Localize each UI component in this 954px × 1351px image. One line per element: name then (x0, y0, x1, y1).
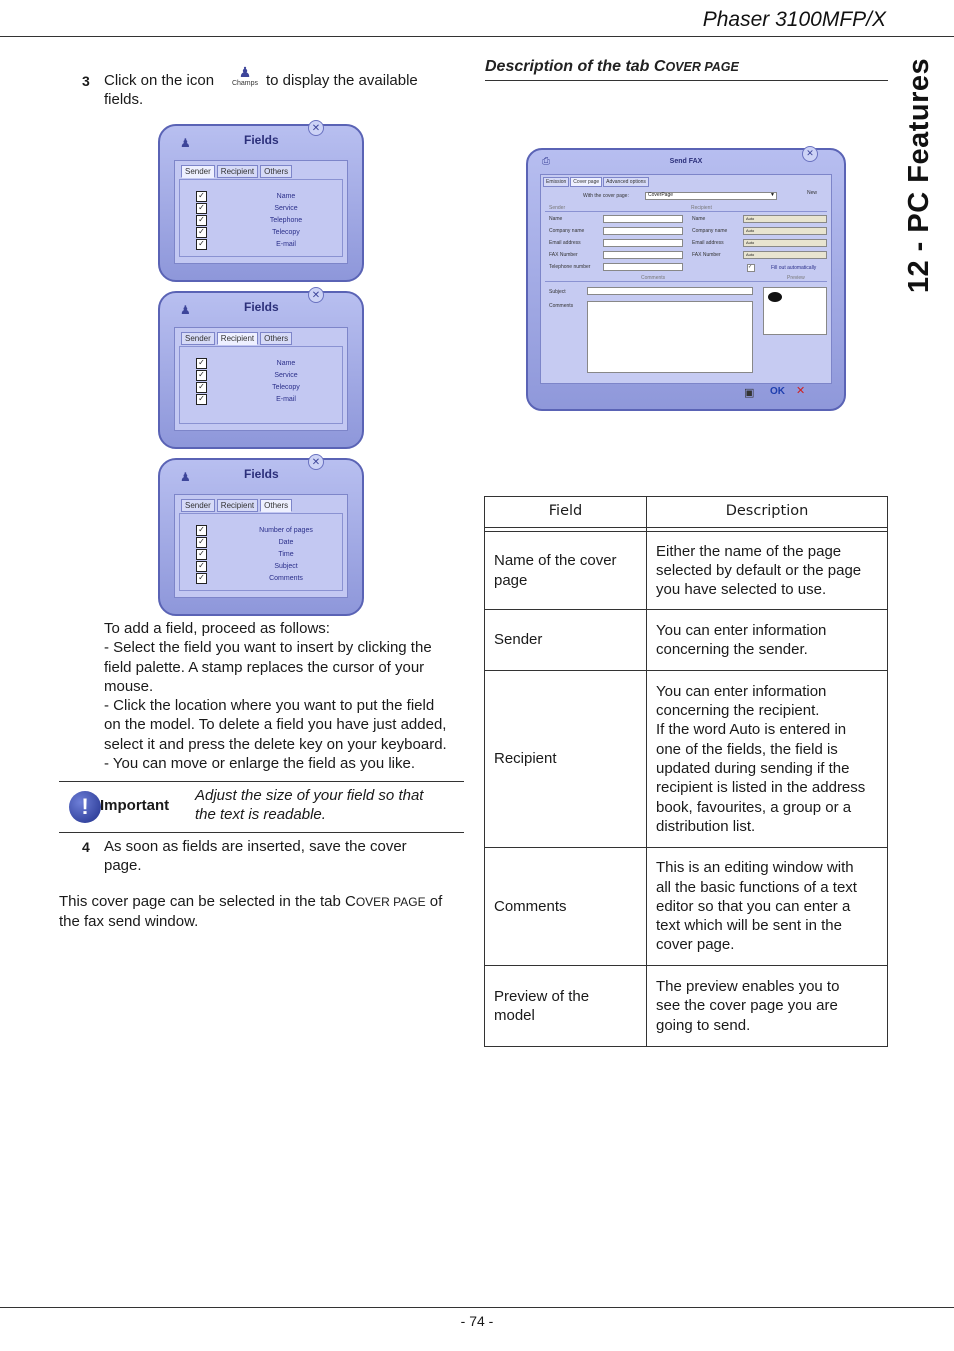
important-text: Adjust the size of your field so that the text is readable. (195, 787, 424, 824)
field-item[interactable]: ✓ E-mail (196, 238, 334, 250)
field-description-table (484, 496, 888, 1047)
field-cell: Recipient (485, 671, 647, 848)
field-cell: Sender (485, 610, 647, 671)
step-3-text-before: Click on the icon (104, 72, 215, 89)
fields-icon-caption: Champs (231, 80, 259, 87)
tab-sender[interactable]: Sender (181, 165, 215, 178)
user-icon: ♟ (180, 136, 191, 150)
user-icon: ♟ (180, 470, 191, 484)
tab-others[interactable]: Others (260, 165, 292, 178)
fields-palette-recipient (158, 291, 364, 449)
important-bottom-rule (59, 832, 464, 833)
checkbox-checked[interactable]: ✓ (196, 358, 207, 369)
palette-title: Fields (244, 300, 279, 314)
window-title: Send FAX (669, 158, 703, 165)
field-item[interactable]: ✓ Number of pages (196, 524, 334, 536)
tab-emission[interactable]: Emission (543, 177, 569, 187)
table-row (485, 610, 888, 671)
fill-auto-checkbox[interactable]: ✓ (747, 264, 755, 272)
instruction-line: - Click the location where you want to put the field (104, 697, 435, 715)
footer-divider (0, 1307, 954, 1308)
table-row (485, 848, 888, 966)
with-cover-page-label: With the cover page: (583, 193, 629, 199)
recipient-header: Recipient (691, 205, 712, 211)
comments-label: Comments (549, 303, 574, 309)
palette-body (174, 327, 348, 431)
important-top-rule (59, 781, 464, 782)
description-cell: The preview enables you to see the cover page you are going to send. (647, 966, 888, 1047)
tab-recipient[interactable]: Recipient (217, 499, 258, 512)
field-item[interactable]: ✓ Subject (196, 560, 334, 572)
checkbox-checked[interactable]: ✓ (196, 227, 207, 238)
field-item[interactable]: ✓ Service (196, 202, 334, 214)
step-3-number: 3 (82, 73, 90, 89)
checkbox-checked[interactable]: ✓ (196, 549, 207, 560)
tab-advanced-options[interactable]: Advanced options (603, 177, 649, 187)
checkbox-checked[interactable]: ✓ (196, 537, 207, 548)
new-button[interactable]: New (807, 190, 818, 196)
field-item[interactable]: ✓ Telephone (196, 214, 334, 226)
tab-recipient[interactable]: Recipient (217, 332, 258, 345)
recipient-email-input[interactable]: Auto (743, 239, 827, 247)
field-cell: Comments (485, 848, 647, 966)
fill-auto-label: Fill out automatically (771, 265, 817, 271)
recipient-name-input[interactable]: Auto (743, 215, 827, 223)
instruction-line: select it and press the delete key on your keyboard. (104, 735, 447, 753)
document-header-title: Phaser 3100MFP/X (702, 8, 886, 31)
tab-sender[interactable]: Sender (181, 499, 215, 512)
field-item[interactable]: ✓ Service (196, 369, 334, 381)
chapter-title: 12 - PC Features (903, 57, 936, 293)
instructions-block (104, 619, 469, 773)
tab-recipient[interactable]: Recipient (217, 165, 258, 178)
description-cell: You can enter information concerning the recipient. If the word Auto is entered in one of the fields, the field is updated during sending if the recipient is listed in the address book, favourites, a group or a distribution list. (647, 671, 888, 848)
checkbox-checked[interactable]: ✓ (196, 370, 207, 381)
section-heading: Description of the tab COVER PAGE (485, 58, 739, 75)
field-cell: Name of the cover page (485, 532, 647, 610)
save-icon[interactable]: ▣ (744, 387, 755, 399)
field-item[interactable]: ✓ Date (196, 536, 334, 548)
checkbox-checked[interactable]: ✓ (196, 215, 207, 226)
ok-button[interactable]: OK (770, 386, 785, 397)
checkbox-checked[interactable]: ✓ (196, 525, 207, 536)
tab-others[interactable]: Others (260, 499, 292, 512)
instruction-line: To add a field, proceed as follows: (104, 620, 330, 637)
sender-email-input[interactable] (603, 239, 683, 247)
chapter-side-tab (898, 57, 942, 293)
checkbox-checked[interactable]: ✓ (196, 191, 207, 202)
field-item[interactable]: ✓ Time (196, 548, 334, 560)
close-icon[interactable]: ✕ (308, 287, 324, 303)
comments-header: Comments (641, 275, 666, 281)
cancel-icon[interactable]: ✕ (796, 385, 806, 397)
description-cell: You can enter information concerning the sender. (647, 610, 888, 671)
table-row (485, 671, 888, 848)
page-number: - 74 - (460, 1313, 494, 1329)
palette-title: Fields (244, 133, 279, 147)
field-item[interactable]: ✓ E-mail (196, 393, 334, 405)
chevron-down-icon: ▼ (770, 192, 775, 198)
instruction-line: field palette. A stamp replaces the cursor of your (104, 658, 425, 676)
cover-page-note: This cover page can be selected in the tab COVER PAGE of the fax send window. (59, 893, 443, 931)
comments-textarea[interactable] (587, 301, 753, 373)
cover-page-preview (763, 287, 827, 335)
subject-input[interactable] (587, 287, 753, 295)
preview-header: Preview (787, 275, 805, 281)
checkbox-checked[interactable]: ✓ (196, 561, 207, 572)
logo-blob (768, 292, 782, 302)
instruction-line: - You can move or enlarge the field as you like. (104, 755, 416, 773)
description-cell: This is an editing window with all the basic functions of a text editor so that you can enter a text which will be sent in the cover page. (647, 848, 888, 966)
send-fax-window (526, 148, 846, 411)
cover-page-panel: Emission Cover page Advanced options With the cover page: CoverPage ▼ New Sender Recipient Name Company name Email address FAX Number Telephone number Name Auto Company name Auto Email address Auto FAX Number Auto ✓ Fill out automatically Comments Preview Subject Comments (540, 174, 832, 384)
table-row (485, 966, 888, 1047)
step-4-text: As soon as fields are inserted, save the cover page. (104, 838, 407, 875)
header-divider (0, 36, 954, 37)
description-cell: Either the name of the page selected by default or the page you have selected to use. (647, 532, 888, 610)
close-icon[interactable]: ✕ (308, 120, 324, 136)
field-item[interactable]: ✓ Name (196, 357, 334, 369)
column-header-description: Description (647, 497, 888, 528)
close-icon[interactable]: ✕ (308, 454, 324, 470)
fields-palette-sender (158, 124, 364, 282)
user-icon: ♟ (180, 303, 191, 317)
subject-label: Subject (549, 289, 566, 295)
fax-icon: ⎙ (542, 156, 550, 167)
palette-title: Fields (244, 467, 279, 481)
tab-sender[interactable]: Sender (181, 332, 215, 345)
close-icon[interactable]: ✕ (802, 146, 818, 162)
sender-phone-input[interactable] (603, 263, 683, 271)
checkbox-checked[interactable]: ✓ (196, 394, 207, 405)
step-4-number: 4 (82, 839, 90, 855)
tab-cover-page[interactable]: Cover page (570, 177, 602, 187)
instruction-line: on the model. To delete a field you have just added, (104, 716, 447, 734)
checkbox-checked[interactable]: ✓ (196, 239, 207, 250)
recipient-fax-input[interactable]: Auto (743, 251, 827, 259)
field-item[interactable]: ✓ Name (196, 190, 334, 202)
instruction-line: mouse. (104, 677, 154, 695)
recipient-company-input[interactable]: Auto (743, 227, 827, 235)
table-row (485, 532, 888, 610)
fields-palette-others (158, 458, 364, 616)
step-3-text-line2: fields. (104, 91, 144, 108)
important-exclamation-icon: ! (69, 791, 101, 823)
sender-fax-input[interactable] (603, 251, 683, 259)
important-label: Important (100, 797, 170, 814)
checkbox-checked[interactable]: ✓ (196, 203, 207, 214)
checkbox-checked[interactable]: ✓ (196, 573, 207, 584)
fields-user-icon: ♟ Champs (231, 64, 259, 87)
cover-page-select[interactable]: CoverPage ▼ (645, 192, 777, 200)
instruction-line: - Select the field you want to insert by clicking the (104, 639, 432, 657)
palette-body (174, 160, 348, 264)
column-header-field: Field (485, 497, 647, 528)
sender-header: Sender (549, 205, 566, 211)
field-item[interactable]: ✓ Telecopy (196, 381, 334, 393)
tab-others[interactable]: Others (260, 332, 292, 345)
sender-company-input[interactable] (603, 227, 683, 235)
sender-name-input[interactable] (603, 215, 683, 223)
table-header-row (485, 497, 888, 528)
field-item[interactable]: ✓ Telecopy (196, 226, 334, 238)
field-cell: Preview of the model (485, 966, 647, 1047)
palette-body (174, 494, 348, 598)
section-rule (485, 80, 888, 81)
field-item[interactable]: ✓ Comments (196, 572, 334, 584)
checkbox-checked[interactable]: ✓ (196, 382, 207, 393)
step-3-text-after: to display the available (266, 72, 418, 89)
